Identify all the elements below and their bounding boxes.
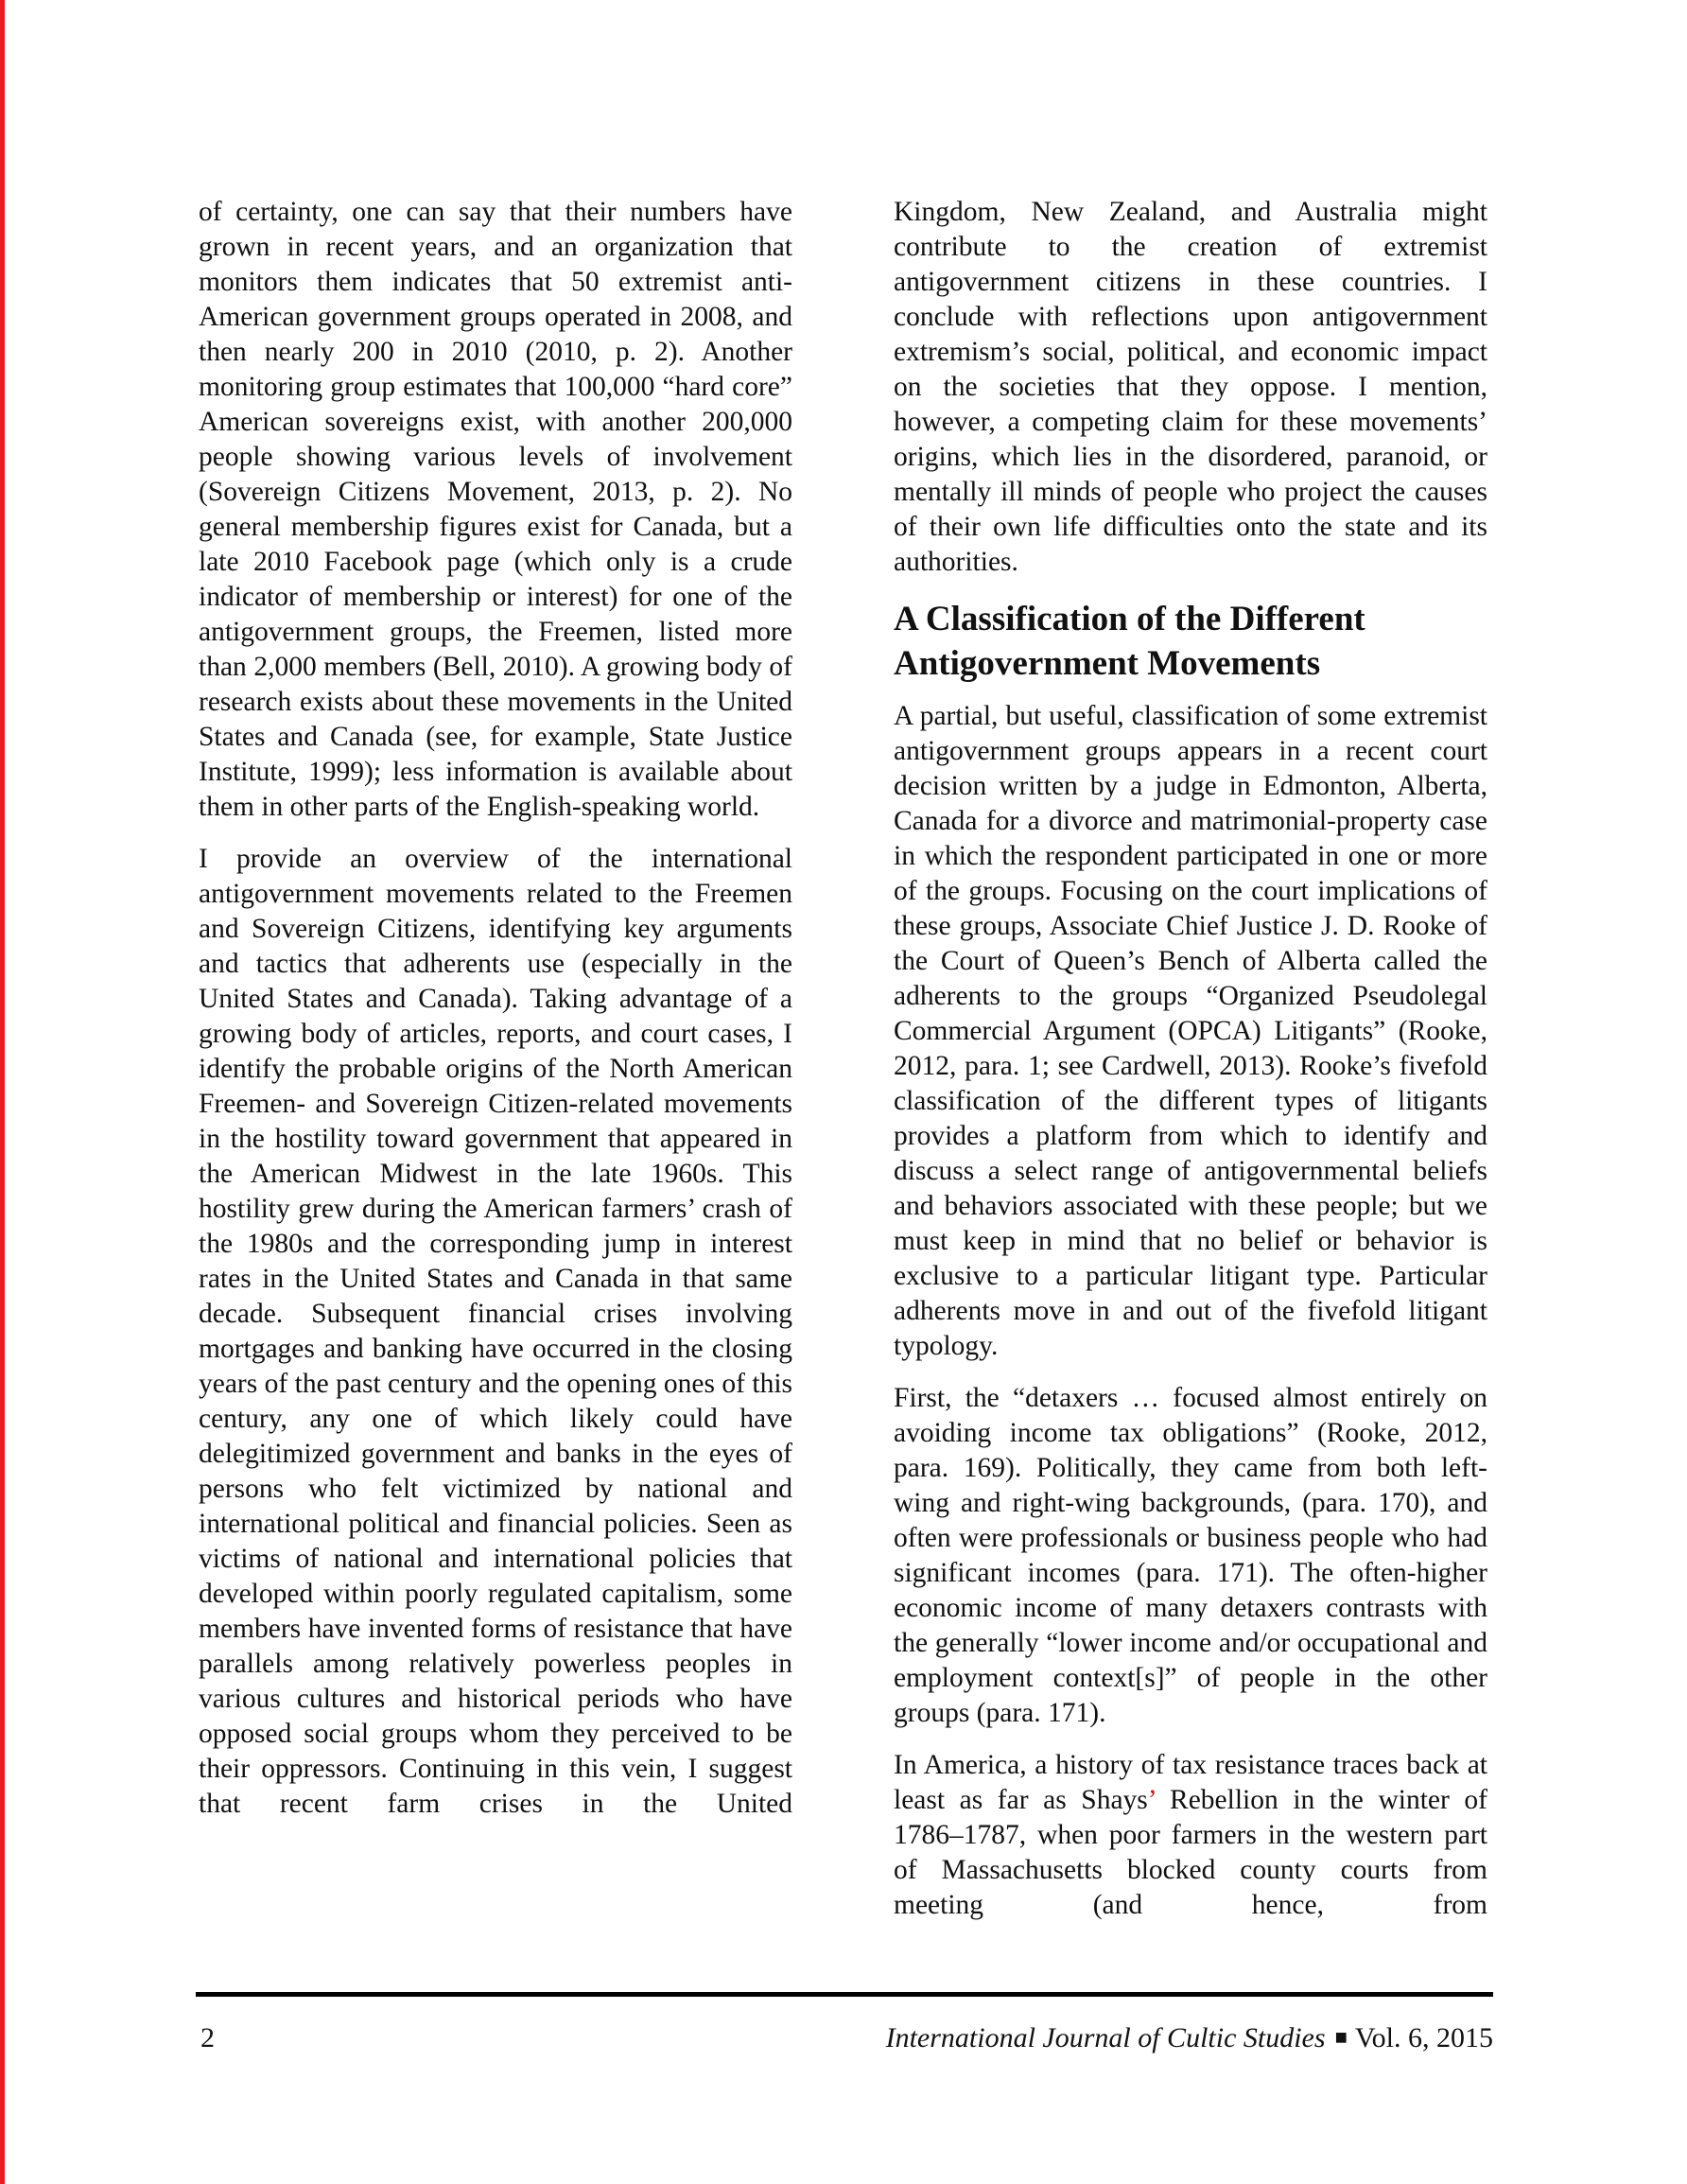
paragraph-text: In America, a history of tax resistance traces back at least as far as Shays bbox=[894, 1750, 1487, 1815]
journal-footer bbox=[886, 2020, 1493, 2058]
paragraph: First, the “detaxers … focused almost entirely on avoiding income tax obligations” (Rooke, 2012, para. 169). Politically, they came from both left-wing and right-wing backgrounds, (para. 170), and often were professionals or business people who had significant incomes (para. 171). The often-higher economic income of many detaxers contrasts with the generally “lower income and/or occupational and employment context[s]” of people in the other groups (para. 171). bbox=[894, 1383, 1487, 1728]
paragraph: of certainty, one can say that their numbers have grown in recent years, and an organization that monitors them indicates that 50 extremist anti-American government groups operated in 2008, and then nearly 200 in 2010 (2010, p. 2). Another monitoring group estimates that 100,000 “hard core” American sovereigns exist, with another 200,000 people showing various levels of involvement (Sovereign Citizens Movement, 2013, p. 2). No general membership figures exist for Canada, but a late 2010 Facebook page (which only is a crude indicator of membership or interest) for one of the antigovernment groups, the Freemen, listed more than 2,000 members (Bell, 2010). A growing body of research exists about these movements in the United States and Canada (see, for example, State Justice Institute, 1999); less information is available about them in other parts of the English-speaking world. bbox=[199, 197, 792, 822]
left-edge-accent-bar bbox=[0, 0, 5, 2184]
paragraph: I provide an overview of the international antigovernment movements related to the Freemen and Sovereign Citizens, identifying key arguments and tactics that adherents use (especially in the United States and Canada). Taking advantage of a growing body of articles, reports, and court cases, I identify the probable origins of the North American Freemen- and Sovereign Citizen-related movements in the hostility toward government that appeared in the American Midwest in the late 1960s. This hostility grew during the American farmers’ crash of the 1980s and the corresponding jump in interest rates in the United States and Canada in that same decade. Subsequent financial crises involving mortgages and banking have occurred in the closing years of the past century and the opening ones of this century, any one of which likely could have delegitimized government and banks in the eyes of persons who felt victimized by national and international political and financial policies. Seen as victims of national and international policies that developed within poorly regulated capitalism, some members have invented forms of resistance that have parallels among relatively powerless peoples in various cultures and historical periods who have opposed social groups whom they perceived to be their oppressors. Continuing in this vein, I suggest that recent farm crises in the United bbox=[199, 844, 792, 1819]
journal-title: International Journal of Cultic Studies bbox=[885, 2022, 1326, 2053]
paragraph: Kingdom, New Zealand, and Australia might contribute to the creation of extremist antigovernment citizens in these countries. I conclude with reflections upon antigovernment extremism’s social, political, and economic impact on the societies that they oppose. I mention, however, a competing claim for these movements’ origins, which lies in the disordered, paranoid, or mentally ill minds of people who project the causes of their own life difficulties onto the state and its authorities. bbox=[894, 197, 1487, 577]
page-number: 2 bbox=[200, 2022, 215, 2053]
red-apostrophe: ’ bbox=[1147, 1785, 1156, 1815]
volume-label: Vol. 6, 2015 bbox=[1354, 2022, 1493, 2053]
square-bullet-icon: ■ bbox=[1334, 2025, 1348, 2049]
footer-rule bbox=[196, 1992, 1493, 1997]
section-heading bbox=[894, 597, 1487, 686]
paragraph: A partial, but useful, classification of some extremist antigovernment groups appears in a recent court decision written by a judge in Edmonton, Alberta, Canada for a divorce and matrimonial-property case in which the respondent participated in one or more of the groups. Focusing on the court implications of these groups, Associate Chief Justice J. D. Rooke of the Court of Queen’s Bench of Alberta called the adherents to the groups “Organized Pseudolegal Commercial Argument (OPCA) Litigants” (Rooke, 2012, para. 1; see Cardwell, 2013). Rooke’s fivefold classification of the different types of litigants provides a platform from which to identify and discuss a select range of antigovernmental beliefs and behaviors associated with these people; but we must keep in mind that no belief or behavior is exclusive to a particular litigant type. Particular adherents move in and out of the fivefold litigant typology. bbox=[894, 701, 1487, 1361]
section-heading-line1: A Classification of the Different bbox=[894, 600, 1365, 638]
paragraph bbox=[894, 1748, 1487, 1923]
right-text-column bbox=[894, 195, 1487, 1940]
paragraph-text: Rebellion in the winter of 1786–1787, when poor farmers in the western part of Massachusetts blocked county courts from meeting (and hence, from bbox=[894, 1785, 1488, 1920]
left-text-column bbox=[199, 195, 792, 1839]
section-heading-line2: Antigovernment Movements bbox=[894, 644, 1321, 683]
